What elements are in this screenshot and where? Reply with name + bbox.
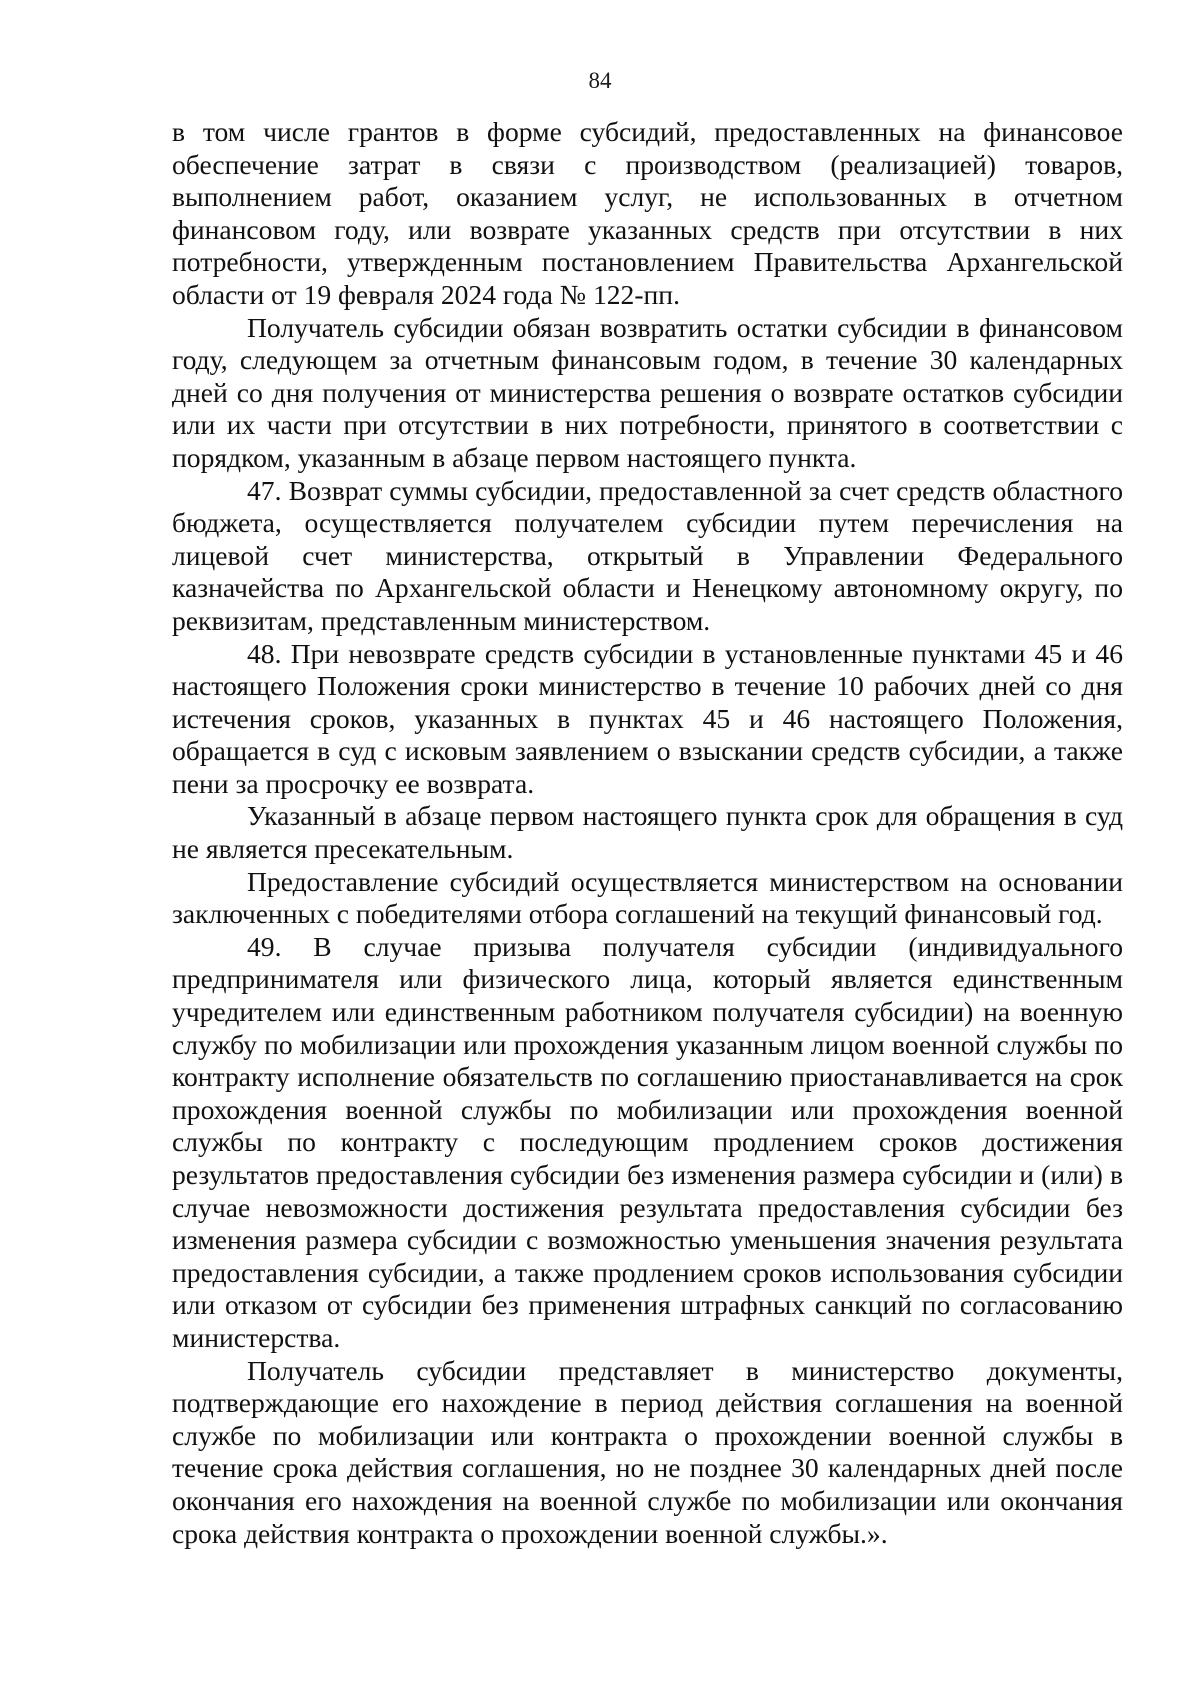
paragraph-continuation: в том числе грантов в форме субсидий, предоставленных на финансовое обеспечение затрат в связи с производством (реализацией) товаров, выполнением работ, оказанием услуг, не использованных в отчетном финансовом году, или возврате указанных средств при отсутствии в них потребности, утвержденным постановлением Правительства Архангельской области от 19 февраля 2024 года № 122-пп.	[172, 116, 1123, 310]
paragraph-49-docs: Получатель субсидии представляет в министерство документы, подтверждающие его нахождение в период действия соглашения на военной службе по мобилизации или контракта о прохождении военной службы в течение срока действия соглашения, но не позднее 30 календарных дней после окончания его нахождения на военной службе по мобилизации или окончания срока действия контракта о прохождении военной службы.».	[172, 1354, 1123, 1549]
paragraph-47: 47. Возврат суммы субсидии, предоставленной за счет средств областного бюджета, осуществляется получателем субсидии путем перечисления на лицевой счет министерства, открытый в Управлении Федерального казначейства по Архангельской области и Ненецкому автономному округу, по реквизитам, представленным министерством.	[172, 474, 1123, 636]
paragraph-49: 49. В случае призыва получателя субсидии (индивидуального предпринимателя или физического лица, который является единственным учредителем или единственным работником получателя субсидии) на военную службу по мобилизации или прохождения указанным лицом военной службы по контракту исполнение обязательств по соглашению приостанавливается на срок прохождения военной службы по мобилизации или прохождения военной службы по контракту с последующим продлением сроков достижения результатов предоставления субсидии без изменения размера субсидии и (или) в случае невозможности достижения результата предоставления субсидии без изменения размера субсидии с возможностью уменьшения значения результата предоставления субсидии, а также продлением сроков использования субсидии или отказом от субсидии без применения штрафных санкций по согласованию министерства.	[172, 930, 1123, 1353]
page-number: 84	[588, 68, 612, 93]
document-body	[172, 116, 1123, 1550]
paragraph-48-term: Указанный в абзаце первом настоящего пункта срок для обращения в суд не является пресекательным.	[172, 800, 1123, 865]
paragraph-48: 48. При невозврате средств субсидии в установленные пунктами 45 и 46 настоящего Положения сроки министерство в течение 10 рабочих дней со дня истечения сроков, указанных в пунктах 45 и 46 настоящего Положения, обращается в суд с исковым заявлением о взыскании средств субсидии, а также пени за просрочку ее возврата.	[172, 637, 1123, 799]
paragraph-return-remainder: Получатель субсидии обязан возвратить остатки субсидии в финансовом году, следующем за отчетным финансовым годом, в течение 30 календарных дней со дня получения от министерства решения о возврате остатков субсидии или их части при отсутствии в них потребности, принятого в соответствии с порядком, указанным в абзаце первом настоящего пункта.	[172, 311, 1123, 473]
paragraph-48-grant: Предоставление субсидий осуществляется министерством на основании заключенных с победителями отбора соглашений на текущий финансовый год.	[172, 865, 1123, 930]
